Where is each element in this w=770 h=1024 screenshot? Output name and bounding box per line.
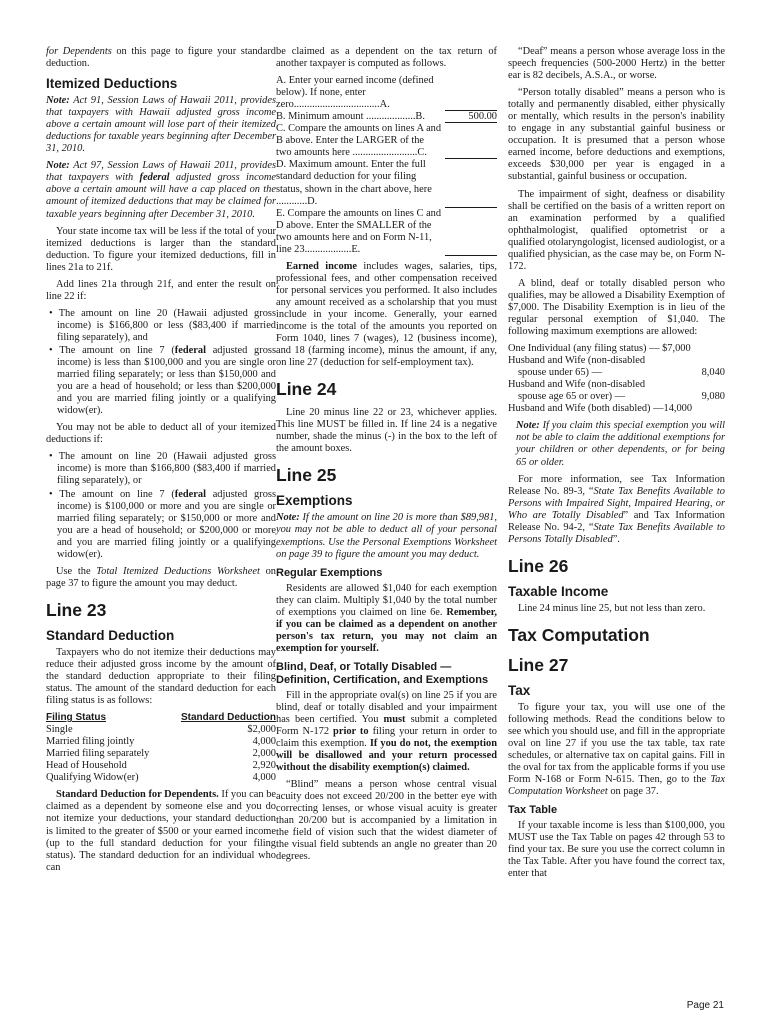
paragraph-more-information: For more information, see Tax Information Release No. 89-3, “State Tax Benefits Available to Persons with Impaired Sight, Impaired Hearing, or Who are Totally Disabled” and Tax Information Release No. 94-2, “State Tax Benefits Available to Persons Totally Disabled”. (508, 473, 725, 545)
paragraph-may-not-deduct: You may not be able to deduct all of your itemized deductions if: (46, 422, 276, 446)
table-row: Married filing jointly 4,000 (46, 736, 276, 748)
amount-box (445, 147, 497, 159)
worksheet-line-a: A. Enter your earned income (defined below). If none, enter zero.................................A. (276, 75, 497, 111)
column-2 (276, 46, 497, 869)
paragraph-regular-exemptions: Residents are allowed $1,040 for each exemption they can claim. Multiply $1,040 by the total number of exemptions you claimed on line 6e. Remember, if you can be claimed as a dependent on another person's tax return, you may not claim an exemption for yourself. (276, 582, 497, 654)
amount-box (445, 196, 497, 208)
list-item: Husband and Wife (non-disabled (508, 379, 646, 391)
heading-tax: Tax (508, 682, 531, 698)
list-item: • The amount on line 7 (federal adjusted gross income) is less than $100,000 and you are single or married filing separately; or less than $150,000 and you are a head of household; or less than $200,000 and you are married filing jointly or a qualifying widow(er). (49, 344, 276, 417)
paragraph-tax-table: If your taxable income is less than $100,000, you MUST use the Tax Table on pages 42 through 53 to find your tax. Be sure you use the correct column in the Tax Table. After you have found the correct tax, enter that (508, 820, 725, 880)
worksheet-line-d: D. Maximum amount. Enter the full standard deduction for your filing status, shown in the chart above, here ............D. (276, 159, 497, 207)
paragraph-line-24: Line 20 minus line 22 or 23, whichever applies. This line MUST be filled in. If line 24 is a negative number, shade the minus (-) in the box to the left of the amount boxes. (276, 407, 497, 455)
table-row: Head of Household 2,920 (46, 760, 276, 772)
table-row: Qualifying Widow(er) 4,000 (46, 772, 276, 784)
heading-tax-computation: Tax Computation (508, 624, 650, 645)
list-item: spouse age 65 or over) — 9,080 (518, 391, 725, 403)
table-row: Married filing separately 2,000 (46, 748, 276, 760)
heading-blind-deaf-disabled: Blind, Deaf, or Totally Disabled — Definition, Certification, and Exemptions (276, 660, 489, 686)
heading-tax-table: Tax Table (508, 804, 558, 817)
heading-standard-deduction: Standard Deduction (46, 627, 175, 643)
worksheet-line-b: B. Minimum amount ...................B. 500.00 (276, 111, 497, 123)
heading-line-23: Line 23 (46, 599, 107, 620)
heading-taxable-income: Taxable Income (508, 583, 609, 599)
paragraph-disabled-definition: “Person totally disabled” means a person who is totally and permanently disabled, either physically or mentally, which results in the person's inability to engage in any substantial gainful business or occupation. It is presumed that a person whose earned income, before deductions and exemptions, exceeds $30,000 per year is engaged in a substantial, gainful business or occupation. (508, 87, 725, 183)
maximum-exemptions-list (508, 343, 725, 415)
paragraph-dependents: Standard Deduction for Dependents. If you can be claimed as a dependent by someone else and you do not itemize your deductions, your standard deduction is limited to the greater of $500 or your earned income (up to the full standard deduction for your filing status). The standard deduction for an individual who can (46, 789, 277, 873)
amount-box: 500.00 (445, 111, 497, 123)
list-item: Husband and Wife (non-disabled (508, 355, 646, 367)
list-item: • The amount on line 7 (federal adjusted gross income) is $100,000 or more and you are single or married filing separately; or $150,000 or more and you are a head of household; or $200,000 or more and you are married filing jointly or a qualifying widow(er). (49, 488, 276, 560)
bullet-list-limits (46, 451, 276, 560)
heading-regular-exemptions: Regular Exemptions (276, 566, 383, 579)
amount-box (445, 99, 497, 111)
paragraph-standard-deduction: Taxpayers who do not itemize their deductions may reduce their adjusted gross income by the amount of the standard deduction appropriate to their filing status. The amount of the standard deduction for each filing status is as follows: (46, 646, 276, 707)
list-item: • The amount on line 20 (Hawaii adjusted gross income) is $166,800 or less ($83,400 if married filing separately), and (49, 307, 276, 343)
heading-line-27: Line 27 (508, 654, 569, 675)
heading-line-24: Line 24 (276, 379, 337, 400)
paragraph-state-tax: Your state income tax will be less if the total of your itemized deductions is larger than the standard deduction. To figure your itemized deductions, fill in lines 21a to 21f. (46, 225, 276, 273)
intro-paragraph: for Dependents on this page to figure your standard deduction. (46, 46, 276, 70)
worksheet-line-e: E. Compare the amounts on lines C and D above. Enter the SMALLER of the two amounts here and on Form N-11, line 23..................E. (276, 208, 497, 256)
worksheet-line-c: C. Compare the amounts on lines A and B above. Enter the LARGER of the two amounts here .........................C. (276, 123, 497, 159)
heading-exemptions: Exemptions (276, 493, 353, 509)
list-item: Husband and Wife (both disabled) —14,000 (508, 403, 693, 415)
heading-line-26: Line 26 (508, 555, 569, 576)
paragraph-continued: be claimed as a dependent on the tax return of another taxpayer is computed as follows. (276, 46, 497, 70)
list-item: • The amount on line 20 (Hawaii adjusted gross income) is more than $166,800 ($83,400 if married filing separately), or (49, 451, 276, 487)
column-1 (46, 46, 276, 879)
heading-line-25: Line 25 (276, 465, 337, 486)
paragraph-tax-methods: To figure your tax, you will use one of the following methods. Read the conditions below to see which you should use, and fill in the appropriate oval on line 27 if you use the tax table, tax rate schedules, or alternative tax on capital gains. Fill in the oval for tax from the applicable forms if you use Form N-168 or Form N-615. Then, go to the Tax Computation Worksheet on page 37. (508, 701, 725, 798)
paragraph-add-lines: Add lines 21a through 21f, and enter the result on line 22 if: (46, 278, 276, 302)
page-number: Page 21 (686, 1000, 724, 1011)
paragraph-disability-exemption: A blind, deaf or totally disabled person who qualifies, may be allowed a Disability Exemption of $7,000. The Disability Exemption is in lieu of the regular personal exemption of $1,040. The following maximum exemptions are allowed: (508, 277, 725, 338)
paragraph-earned-income: Earned income includes wages, salaries, tips, professional fees, and other compensation received for personal services you performed. It also includes any amount received as a scholarship that you must include in your income. Generally, your earned income is the total of the amounts you reported on Form 1040, lines 7 (wages), 12 (business income), and 18 (farming income), minus the amount, if any, on line 27 (deduction for self-employment tax). (276, 260, 497, 369)
paragraph-certification: Fill in the appropriate oval(s) on line 25 if you are blind, deaf or totally disabled and your impairment has been certified. You must submit a completed Form N-172 prior to filing your return in order to claim this exemption. If you do not, the exemption will be disallowed and your return processed without the disability exemption(s) claimed. (276, 689, 497, 774)
note-act-91: Note: Act 91, Session Laws of Hawaii 2011, provides that taxpayers with Hawaii adjusted gross income above a certain amount will lose part of their itemized deductions for taxable years beginning after December 31, 2010. (46, 95, 276, 155)
note-act-97: Note: Act 97, Session Laws of Hawaii 2011, provides that taxpayers with federal adjusted gross income above a certain amount will have a cap placed on the amount of itemized deductions that may be claimed for taxable years beginning after December 31, 2010. (46, 160, 276, 220)
paragraph-line-26: Line 24 minus line 25, but not less than zero. (518, 602, 706, 614)
standard-deduction-table (46, 712, 276, 784)
table-header: Filing Status (46, 712, 106, 724)
heading-itemized-deductions: Itemized Deductions (46, 76, 178, 92)
amount-box (445, 244, 497, 256)
list-item: One Individual (any filing status) — $7,000 (508, 343, 691, 355)
paragraph-impairment: The impairment of sight, deafness or disability shall be certified on the basis of a written report on an examination performed by a qualified ophthalmologist, qualified optometrist or a qualified otolaryngologist, licensed audiologist, or a qualified physician, as the case may be, on Form N-172. (508, 188, 725, 272)
note-special-exemption: Note: If you claim this special exemption you will not be able to claim the additional exemptions for your children or other dependents, or for being 65 or older. (516, 420, 725, 468)
dependent-deduction-worksheet (276, 75, 497, 256)
paragraph-worksheet-ref: Use the Total Itemized Deductions Worksheet on page 37 to figure the amount you may deduct. (46, 565, 276, 589)
table-row: Single $2,000 (46, 724, 276, 736)
paragraph-deaf-definition: “Deaf” means a person whose average loss in the speech frequencies (500-2000 Hertz) in the better ear is 82 decibels, A.S.A., or worse. (508, 46, 725, 82)
paragraph-blind-definition: “Blind” means a person whose central visual acuity does not exceed 20/200 in the better eye with correcting lenses, or whose visual acuity is greater than 20/200 but is accompanied by a limitation in the field of vision such that the widest diameter of the visual field subtends an angle no greater than 20 degrees. (276, 779, 497, 863)
list-item: spouse under 65) — 8,040 (518, 367, 725, 379)
bullet-list-conditions (46, 308, 276, 417)
column-3 (508, 46, 725, 885)
table-header: Standard Deduction (180, 712, 276, 724)
note-exemptions: Note: If the amount on line 20 is more than $89,981, you may not be able to deduct all of your personal exemptions. Use the Personal Exemptions Worksheet on page 39 to figure the amount you may deduct. (276, 512, 497, 560)
